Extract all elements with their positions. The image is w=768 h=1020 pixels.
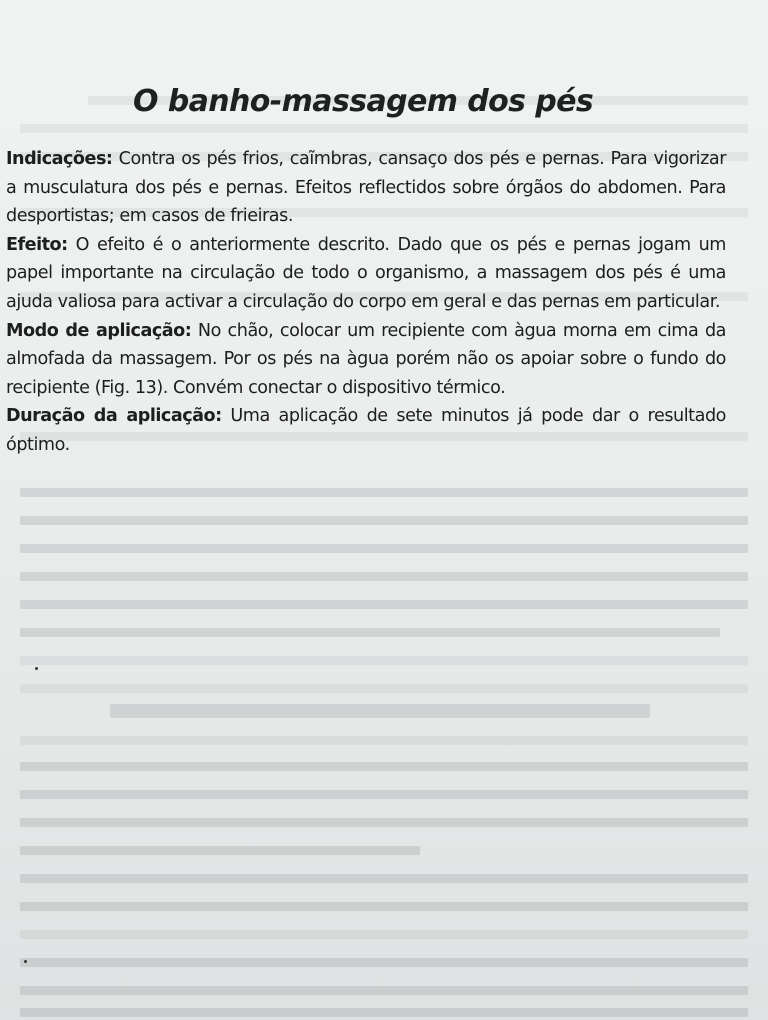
paragraph-indicacoes [6,145,726,231]
label-indicacoes: Indicações: [6,149,113,169]
text-modo-de-aplicacao: No chão, colocar um recipiente com àgua morna em cima da almofada da massagem. Por os pés na àgua porém não os apoiar sobre o fundo do recipiente (Fig. 13). Convém conectar o dispositivo térmico. [6,320,726,398]
paragraph-efeito [6,231,726,317]
paragraph-duracao-da-aplicacao [6,402,726,459]
text-indicacoes: Contra os pés frios, caĩmbras, cansaço dos pés e pernas. Para vigorizar a musculatura dos pés e pernas. Efeitos reflectidos sobre órgãos do abdomen. Para desportistas; em casos de frieiras. [6,149,726,227]
label-efeito: Efeito: [6,234,68,255]
label-modo-de-aplicacao: Modo de aplicação: [6,320,192,341]
label-duracao-da-aplicacao: Duração da aplicação: [6,406,222,427]
article-body [6,145,726,460]
page-title: O banho-massagem dos pés [133,84,594,119]
text-efeito: O efeito é o anteriormente descrito. Dado que os pés e pernas jogam um papel importante na circulação de todo o organismo, a massagem dos pés é uma ajuda valiosa para activar a circulação do corpo em geral e das pernas em particular. [6,234,726,312]
paper-speck [24,960,27,963]
paragraph-modo-de-aplicacao [6,317,726,403]
paper-speck [35,667,38,670]
text-duracao-da-aplicacao: Uma aplicação de sete minutos já pode dar o resultado óptimo. [6,406,726,455]
